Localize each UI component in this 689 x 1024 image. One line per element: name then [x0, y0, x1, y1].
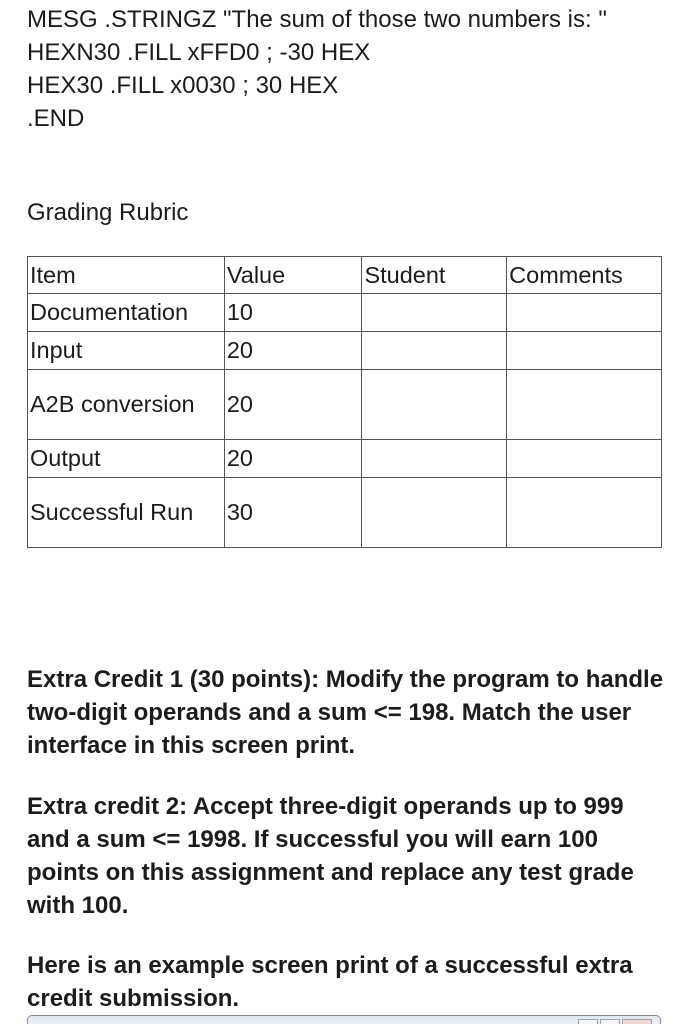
- cell-comments: [507, 370, 662, 440]
- code-line-hexn30: HEXN30 .FILL xFFD0 ; -30 HEX: [27, 39, 371, 66]
- window-close-icon: [622, 1019, 652, 1024]
- cell-item: Input: [28, 332, 225, 370]
- example-screen-print-note: Here is an example screen print of a successful extra credit submission.: [27, 952, 633, 1012]
- column-header-comments: Comments: [507, 257, 662, 294]
- column-header-item: Item: [28, 257, 225, 294]
- code-listing: [27, 3, 667, 135]
- table-row: [28, 440, 662, 478]
- cell-comments: [507, 332, 662, 370]
- code-line-mesg: MESG .STRINGZ "The sum of those two numbers is: ": [27, 6, 607, 33]
- table-row: [28, 478, 662, 548]
- cell-value: 20: [224, 440, 362, 478]
- table-row: [28, 332, 662, 370]
- cell-student: [362, 478, 507, 548]
- cell-student: [362, 294, 507, 332]
- cell-student: [362, 332, 507, 370]
- cell-item: Output: [28, 440, 225, 478]
- cell-value: 20: [224, 332, 362, 370]
- table-row: [28, 294, 662, 332]
- cell-value: 10: [224, 294, 362, 332]
- code-line-hex30: HEX30 .FILL x0030 ; 30 HEX: [27, 72, 339, 99]
- grading-rubric-table: [27, 256, 662, 548]
- cell-value: 20: [224, 370, 362, 440]
- table-header-row: [28, 257, 662, 294]
- cell-item: A2B conversion: [28, 370, 225, 440]
- cell-comments: [507, 478, 662, 548]
- column-header-value: Value: [224, 257, 362, 294]
- code-line-end: .END: [27, 105, 85, 132]
- rubric-heading: Grading Rubric: [27, 199, 189, 226]
- cell-student: [362, 370, 507, 440]
- cell-item: Documentation: [28, 294, 225, 332]
- table-row: [28, 370, 662, 440]
- example-screenshot-window-edge: [27, 1015, 661, 1024]
- window-maximize-icon: [600, 1019, 620, 1024]
- extra-credit-2-text: Extra credit 2: Accept three-digit operands up to 999 and a sum <= 1998. If successful you will earn 100 points on this assignment and replace any test grade with 100.: [27, 793, 634, 919]
- extra-credit-1-text: Extra Credit 1 (30 points): Modify the program to handle two-digit operands and a sum <= 198. Match the user interface in this screen print.: [27, 666, 664, 759]
- column-header-student: Student: [362, 257, 507, 294]
- cell-item: Successful Run: [28, 478, 225, 548]
- cell-comments: [507, 294, 662, 332]
- cell-comments: [507, 440, 662, 478]
- cell-value: 30: [224, 478, 362, 548]
- cell-student: [362, 440, 507, 478]
- window-minimize-icon: [578, 1019, 598, 1024]
